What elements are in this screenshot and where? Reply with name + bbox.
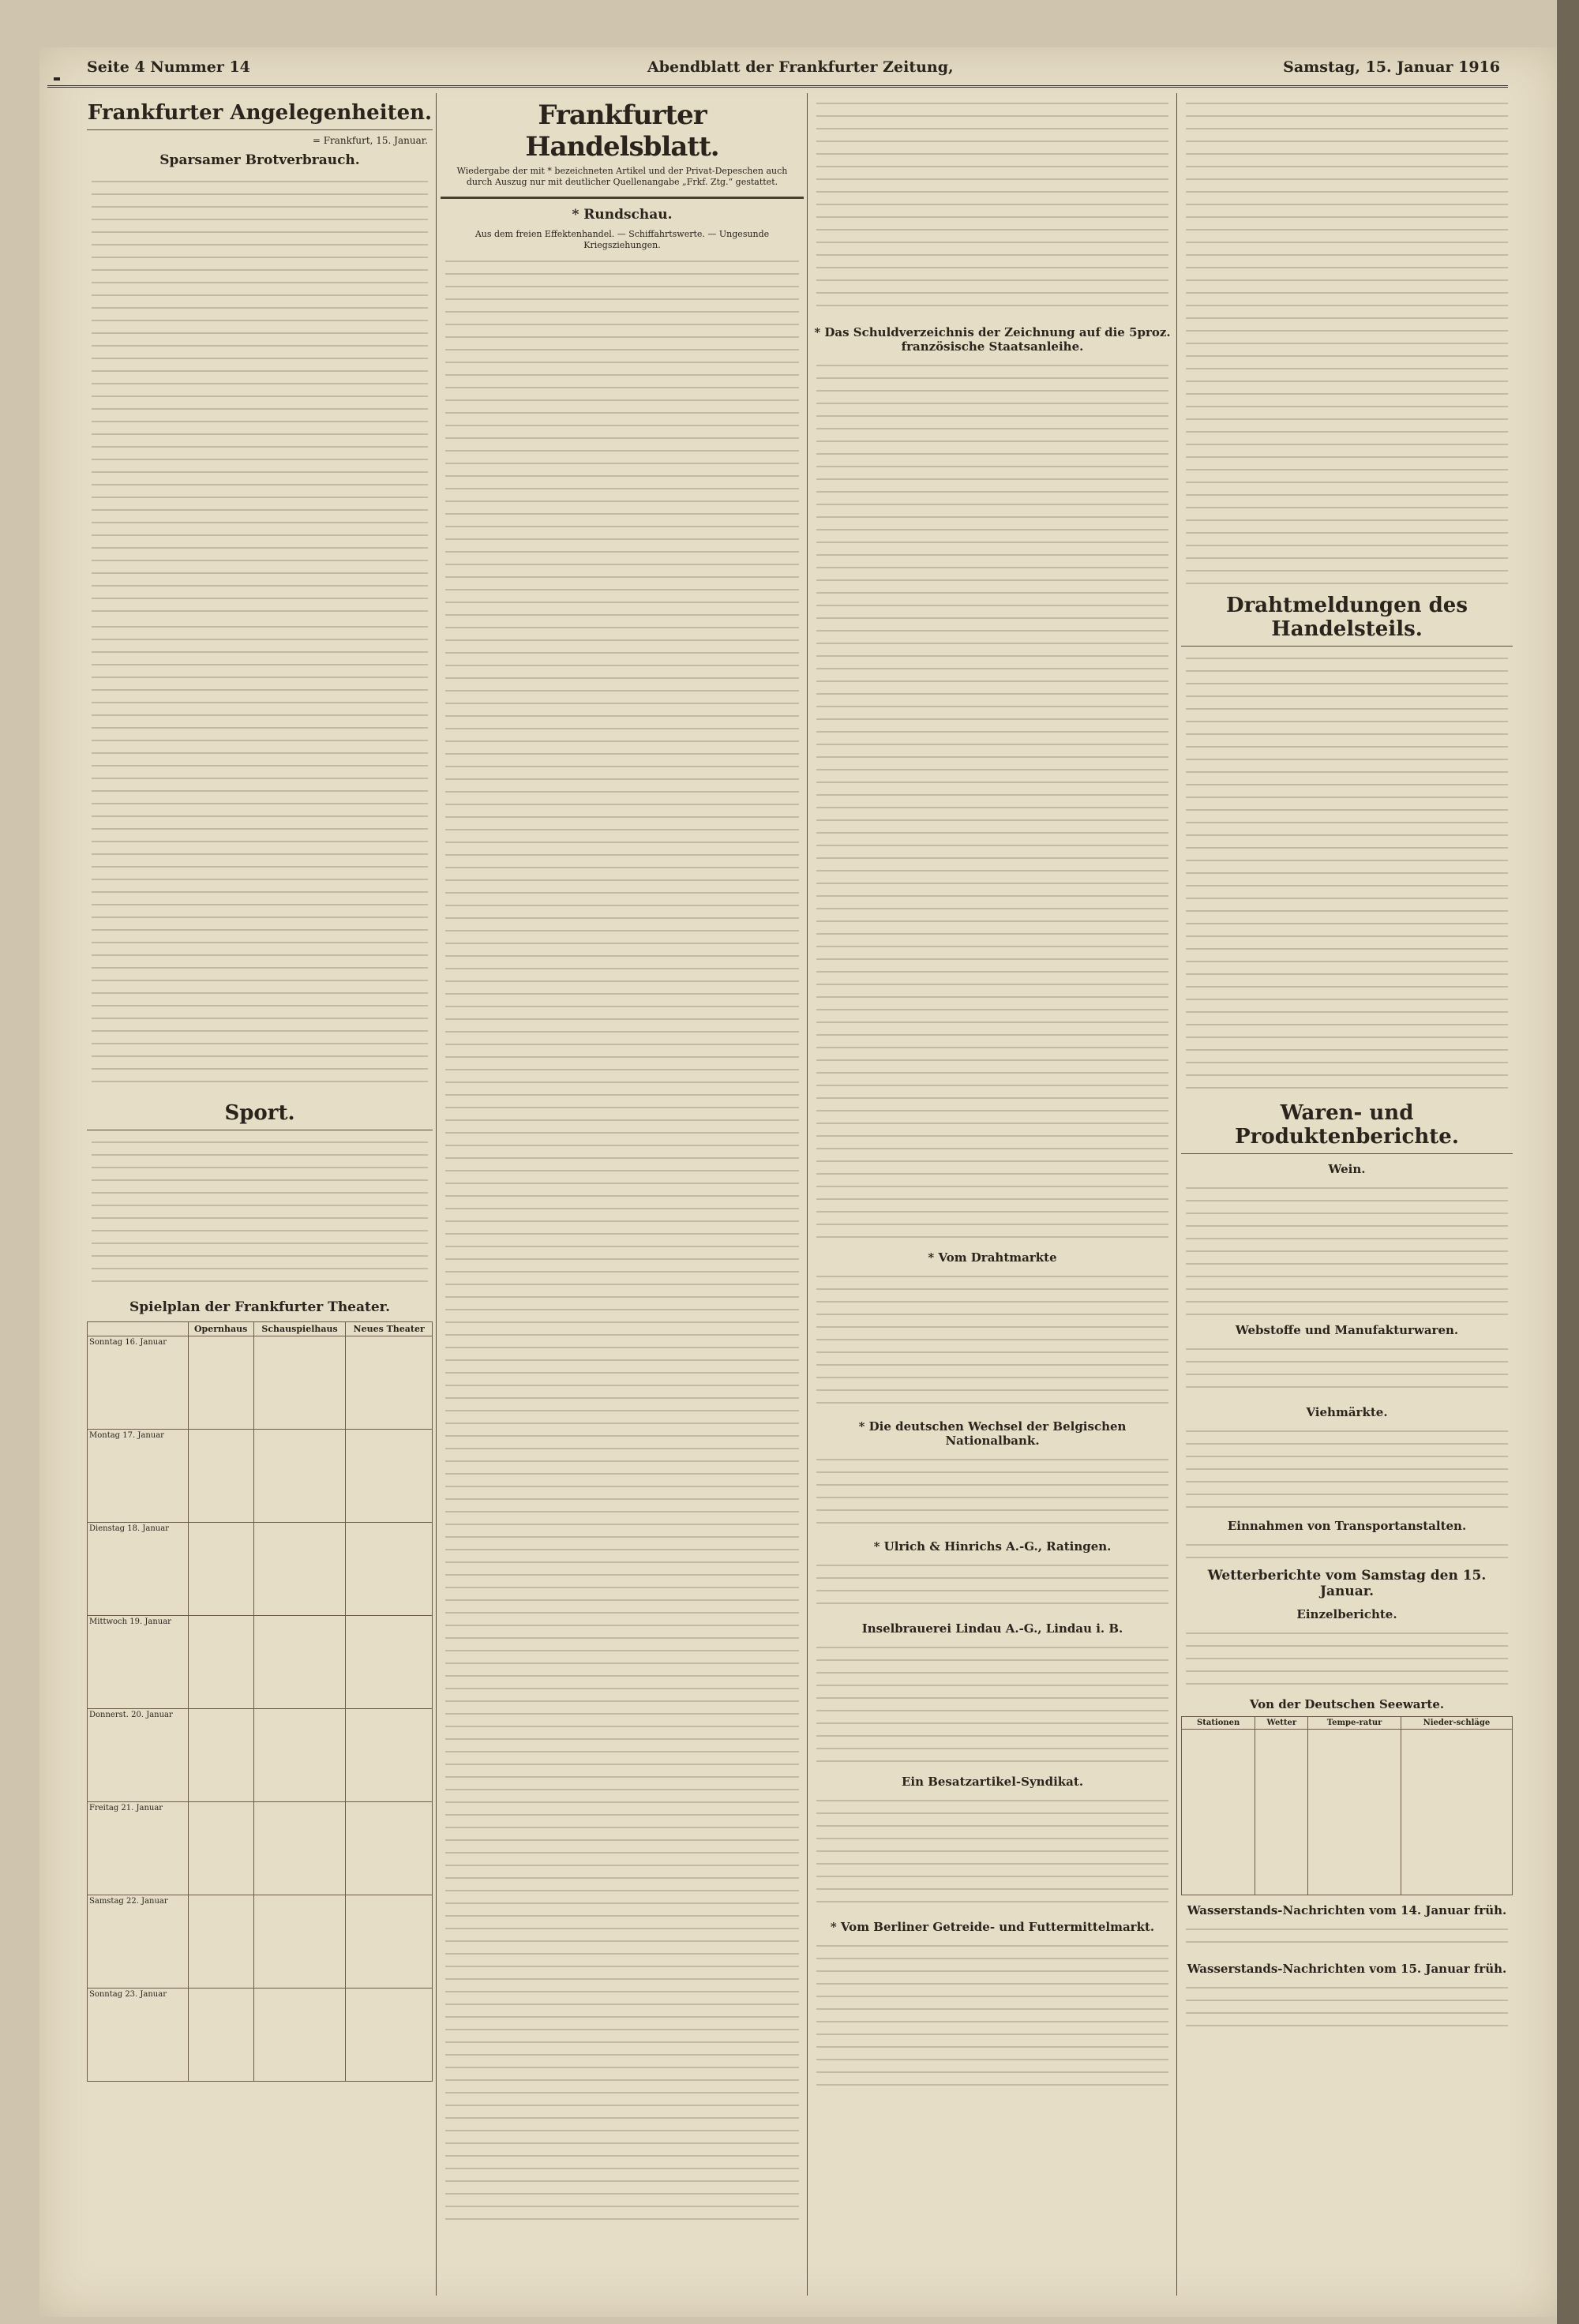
- waren-title: Waren- und Produktenberichte.: [1181, 1101, 1513, 1154]
- article-heading: * Vom Berliner Getreide- und Futtermittelmarkt.: [830, 1920, 1155, 1934]
- theater-day: Dienstag 18. Januar: [88, 1523, 189, 1616]
- theater-header: [88, 1322, 189, 1336]
- column-market: [1181, 93, 1513, 2296]
- article-body: [1186, 1181, 1508, 1315]
- scan-edge: [1557, 0, 1579, 2324]
- theater-day: Freitag 21. Januar: [88, 1802, 189, 1895]
- handelsblatt-subtitle: Wiedergabe der mit * bezeichneten Artikel und der Privat-Depeschen auch durch Auszug nur mit deutlicher Quellenangabe „Frkf. Ztg.“ gestattet.: [456, 166, 788, 188]
- sport-title: Sport.: [87, 1101, 433, 1130]
- article-body: [816, 1939, 1168, 2097]
- article-body: [816, 1452, 1168, 1531]
- theater-day: Mittwoch 19. Januar: [88, 1616, 189, 1709]
- article-body: [1186, 651, 1508, 1093]
- article-body: [1186, 96, 1508, 586]
- rundschau-title: * Rundschau.: [572, 206, 673, 223]
- article-title: Sparsamer Brotverbrauch.: [159, 152, 360, 168]
- article-body: [1186, 1424, 1508, 1511]
- weather-header: Tempe-ratur: [1308, 1717, 1401, 1730]
- wasserstand-heading: Wasserstands-Nachrichten vom 14. Januar früh.: [1187, 1903, 1507, 1917]
- article-heading: * Vom Drahtmarkte: [928, 1250, 1057, 1265]
- article-heading: Ein Besatzartikel-Syndikat.: [901, 1775, 1084, 1789]
- wasserstand-body: [1186, 1922, 1508, 1954]
- article-body: [445, 254, 799, 2228]
- article-body: [1186, 1538, 1508, 1561]
- theater-day: Samstag 22. Januar: [88, 1895, 189, 1989]
- theater-header: Opernhaus: [188, 1322, 253, 1336]
- seewarte-heading: Von der Deutschen Seewarte.: [1249, 1697, 1445, 1711]
- theater-header: Schauspielhaus: [253, 1322, 346, 1336]
- dateline: = Frankfurt, 15. Januar.: [312, 135, 428, 146]
- einzelberichte-heading: Einzelberichte.: [1296, 1607, 1397, 1621]
- webstoffe-heading: Webstoffe und Manufakturwaren.: [1235, 1323, 1459, 1337]
- wasserstand-heading: Wasserstands-Nachrichten vom 15. Januar früh.: [1187, 1962, 1507, 1976]
- article-heading: * Ulrich & Hinrichs A.-G., Ratingen.: [873, 1539, 1112, 1554]
- wasserstand-body: [1186, 1981, 1508, 2036]
- column-local-news: [87, 93, 433, 2296]
- page-label: Seite 4 Nummer 14: [87, 58, 250, 76]
- article-heading: Inselbrauerei Lindau A.-G., Lindau i. B.: [861, 1621, 1123, 1636]
- handelsblatt-title: Frankfurter Handelsblatt.: [525, 99, 719, 163]
- weather-header: Stationen: [1182, 1717, 1255, 1730]
- weather-title: Wetterberichte vom Samstag den 15. Januar.: [1207, 1568, 1487, 1599]
- article-body: [816, 1794, 1168, 1912]
- page-header: [47, 54, 1508, 88]
- drahtmeldungen-title: Drahtmeldungen des Handelsteils.: [1181, 594, 1513, 647]
- article-heading: * Die deutschen Wechsel der Belgischen Nationalbank.: [858, 1419, 1127, 1448]
- theater-schedule: [87, 1321, 433, 2082]
- article-body: [92, 620, 428, 1093]
- column-reports: [812, 93, 1173, 2296]
- article-body: [816, 358, 1168, 1243]
- weather-header: Wetter: [1255, 1717, 1308, 1730]
- wein-heading: Wein.: [1328, 1162, 1366, 1176]
- theater-day: Sonntag 23. Januar: [88, 1989, 189, 2082]
- theater-day: Montag 17. Januar: [88, 1430, 189, 1523]
- article-body: [816, 1558, 1168, 1614]
- paper-title: Abendblatt der Frankfurter Zeitung,: [647, 58, 954, 76]
- article-body: [816, 1640, 1168, 1767]
- column-rule: [807, 93, 808, 2296]
- weather-local: [1186, 1626, 1508, 1689]
- issue-date: Samstag, 15. Januar 1916: [1283, 58, 1500, 76]
- section-title: Frankfurter Angelegenheiten.: [87, 101, 433, 130]
- theater-header: Neues Theater: [346, 1322, 433, 1336]
- einnahmen-heading: Einnahmen von Transportanstalten.: [1227, 1519, 1467, 1533]
- weather-header: Nieder-schläge: [1401, 1717, 1512, 1730]
- column-rule: [1176, 93, 1177, 2296]
- viehmarkte-heading: Viehmärkte.: [1306, 1405, 1388, 1419]
- theater-day: Donnerst. 20. Januar: [88, 1709, 189, 1802]
- article-body: [92, 174, 428, 617]
- article-heading: * Das Schuldverzeichnis der Zeichnung auf die 5proz. französische Staatsanleihe.: [814, 325, 1171, 354]
- article-body: [1186, 1342, 1508, 1397]
- theater-title: Spielplan der Frankfurter Theater.: [129, 1299, 390, 1315]
- column-handelsblatt: [441, 93, 804, 2296]
- column-rule: [436, 93, 437, 2296]
- weather-table: [1181, 1716, 1513, 1895]
- article-body: [816, 1269, 1168, 1411]
- theater-day: Sonntag 16. Januar: [88, 1336, 189, 1430]
- rundschau-subtitle: Aus dem freien Effektenhandel. — Schiffahrtswerte. — Ungesunde Kriegsziehungen.: [474, 228, 770, 250]
- article-body: [816, 96, 1168, 317]
- sport-body: [92, 1135, 428, 1293]
